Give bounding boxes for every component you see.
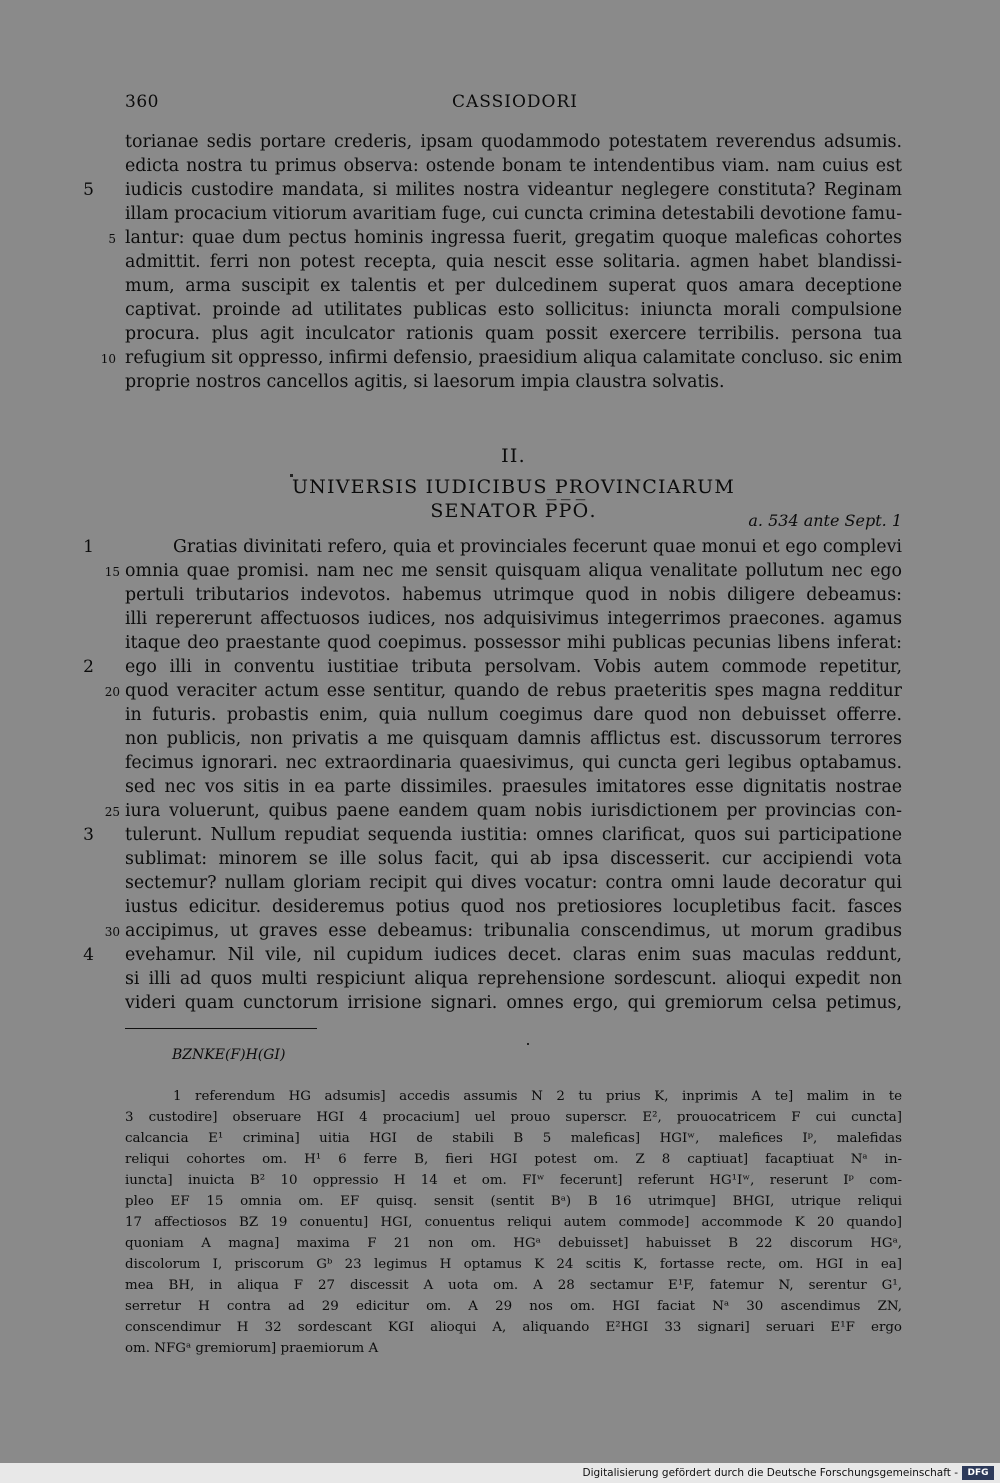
line-number: 25	[104, 805, 120, 819]
text-line: proprie nostros cancellos agitis, si laesorum impia claustra solvatis.	[125, 372, 725, 392]
line-number: 5	[108, 232, 116, 246]
dfg-logo: DFG	[962, 1466, 994, 1480]
running-title: CASSIODORI	[452, 92, 579, 112]
text-line: procura. plus agit inculcator rationis quam possit exercere terribilis. persona tua	[125, 324, 902, 344]
text-line: admittit. ferri non potest recepta, quia nescit esse solitaria. agmen habet blandissi-	[125, 252, 902, 272]
text-line: illi repererunt affectuosos iudices, nos adquisivimus integerrimos praecones. agamus	[125, 609, 902, 629]
apparatus-line: pleo EF 15 omnia om. EF quisq. sensit (sentit Bᵃ) B 16 utrimque] BHGI, utrique reliqui	[125, 1194, 902, 1209]
apparatus-line: serretur H contra ad 29 edicitur om. A 29 nos om. HGI faciat Nᵃ 30 ascendimus ZN,	[125, 1299, 902, 1314]
address-line-1: UNIVERSIS IUDICIBUS PROVINCIARUM	[291, 476, 736, 498]
text-line: pertuli tributarios indevotos. habemus utrimque quod in nobis diligere debeamus:	[125, 585, 902, 605]
text-line: iudicis custodire mandata, si milites nostra videantur neglegere constituta? Reginam	[125, 180, 902, 200]
line-number: 30	[104, 925, 120, 939]
footnote-rule	[125, 1028, 317, 1029]
text-line: sectemur? nullam gloriam recipit qui dives vocatur: contra omni laude decoratur qui	[125, 873, 902, 893]
text-line: tulerunt. Nullum repudiat sequenda iustitia: omnes clarificat, quos sui participatione	[125, 825, 902, 845]
text-line: lantur: quae dum pectus hominis ingressa fuerit, gregatim quoque maleficas cohortes	[125, 228, 902, 248]
text-line: torianae sedis portare crederis, ipsam quodammodo potestatem reverendus adsumis.	[125, 132, 902, 152]
line-number: 20	[104, 685, 120, 699]
text-line: si illi ad quos multi respiciunt aliqua reprehensione sordescunt. alioqui expedit non	[125, 969, 902, 989]
apparatus-line: discolorum I, priscorum Gᵇ 23 legimus H optamus K 24 scitis K, fortasse recte, om. HGI in ea]	[125, 1257, 902, 1272]
text-line: itaque deo praestante quod coepimus. possessor mihi publicas pecunias libens inferat:	[125, 633, 902, 653]
section-paragraph-number: 1	[83, 537, 94, 557]
apparatus-line: om. NFGᵃ gremiorum] praemiorum A	[125, 1341, 379, 1356]
text-line: accipimus, ut graves esse debeamus: tribunalia conscendimus, ut morum gradibus	[125, 921, 902, 941]
text-line: illam procacium vitiorum avaritiam fuge, cui cuncta crimina detestabili devotione famu-	[125, 204, 902, 224]
text-line: sed nec vos sitis in ea parte dissimiles. praesules imitatores esse dignitatis nostrae	[125, 777, 902, 797]
text-line: non publicis, non privatis a me quisquam damnis afflictus est. discussorum terrores	[125, 729, 902, 749]
apparatus-line: 1 referendum HG adsumis] accedis assumis N 2 tu prius K, inprimis A te] malim in te	[173, 1089, 902, 1104]
text-line: in futuris. probastis enim, quia nullum coegimus dare quod non debuisset offerre.	[125, 705, 902, 725]
apparatus-line: quoniam A magna] maxima F 21 non om. HGᵃ debuisset] habuisset B 22 discorum HGᵃ,	[125, 1236, 902, 1251]
text-line: videri quam cunctorum irrisione signari. omnes ergo, qui gremiorum celsa petimus,	[125, 993, 902, 1013]
text-line: fecimus ignorari. nec extraordinaria quaesivimus, qui cuncta geri legibus optabamus.	[125, 753, 902, 773]
text-line: iustus edicitur. desideremus potius quod nos pretiosiores locupletibus facit. fasces	[125, 897, 902, 917]
letter-date: a. 534 ante Sept. 1	[748, 511, 902, 530]
text-line: evehamur. Nil vile, nil cupidum iudices decet. claras enim suas maculas reddunt,	[125, 945, 902, 965]
text-line: mum, arma suscipit ex talentis et per dulcedinem superat quos amara deceptione	[125, 276, 902, 296]
line-number: 15	[104, 565, 120, 579]
address-line-2: SENATOR P̅P̅O̅.	[430, 500, 597, 522]
line-number: 10	[100, 352, 116, 366]
funding-credit: Digitalisierung gefördert durch die Deutsche Forschungsgemeinschaft -	[582, 1467, 958, 1479]
apparatus-line: mea BH, in aliqua F 27 discessit A uota om. A 28 sectamur E¹F, fatemur N, serentur G¹,	[125, 1278, 902, 1293]
digitization-footer	[0, 1463, 1000, 1483]
text-line: quod veraciter actum esse sentitur, quando de rebus praeteritis spes magna redditur	[125, 681, 902, 701]
apparatus-line: 17 affectiosos BZ 19 conuentu] HGI, conuentus reliqui autem commode] accommode K 20 quando]	[125, 1215, 902, 1230]
manuscript-sigla: BZNKE(F)H(GI)	[172, 1047, 286, 1063]
section-paragraph-number: 3	[83, 825, 94, 845]
apparatus-line: reliqui cohortes om. H¹ 6 ferre B, fieri HGI potest om. Z 8 captiuat] facaptiuat Nᵃ in-	[125, 1152, 902, 1167]
text-line: refugium sit oppresso, infirmi defensio, praesidium aliqua calamitate concluso. sic enim	[125, 348, 902, 368]
text-line: edicta nostra tu primus observa: ostende bonam te intendentibus viam. nam cuius est	[125, 156, 902, 176]
text-line: Gratias divinitati refero, quia et provinciales fecerunt quae monui et ego complevi	[173, 537, 902, 557]
apparatus-line: 3 custodire] obseruare HGI 4 procacium] uel prouo superscr. E², prouocatricem F cui cuncta]	[125, 1110, 902, 1125]
speck	[527, 1043, 529, 1045]
section-paragraph-number: 4	[83, 945, 94, 965]
text-line: captivat. proinde ad utilitates publicas esto sollicitus: iniuncta morali compulsione	[125, 300, 902, 320]
apparatus-line: calcancia E¹ crimina] uitia HGI de stabili B 5 maleficas] HGIʷ, malefices Iᵖ, malefidas	[125, 1131, 902, 1146]
text-line: ego illi in conventu iustitiae tributa persolvam. Vobis autem commode repetitur,	[125, 657, 902, 677]
page-number: 360	[125, 92, 159, 112]
text-line: omnia quae promisi. nam nec me sensit quisquam aliqua venalitate pollutum nec ego	[125, 561, 902, 581]
section-paragraph-number: 2	[83, 657, 94, 677]
text-line: sublimat: minorem se ille solus facit, qui ab ipsa discesserit. cur accipiendi vota	[125, 849, 902, 869]
apparatus-line: iuncta] inuicta B² 10 oppressio H 14 et om. FIʷ fecerunt] referunt HG¹Iʷ, reserunt Iᵖ com-	[125, 1173, 902, 1188]
text-line: iura voluerunt, quibus paene eandem quam nobis iurisdictionem per provincias con-	[125, 801, 902, 821]
apparatus-line: conscendimur H 32 sordescant KGI alioqui A, aliquando E²HGI 33 signari] seruari E¹F ergo	[125, 1320, 902, 1335]
section-number: II.	[501, 445, 526, 467]
line-number: 5	[83, 180, 94, 200]
